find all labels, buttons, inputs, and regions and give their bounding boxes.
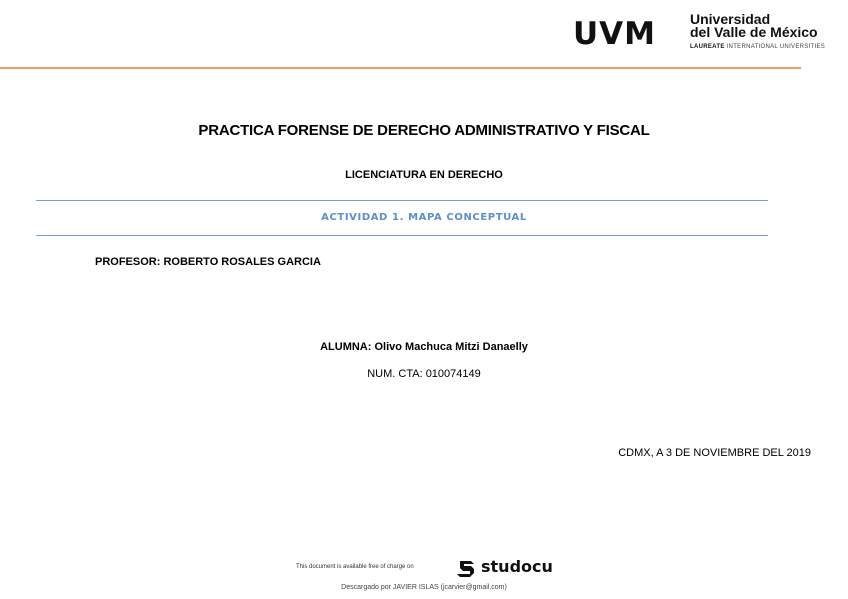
studocu-brand[interactable]: studocu <box>481 557 553 576</box>
activity-heading: ACTIVIDAD 1. MAPA CONCEPTUAL <box>321 212 527 223</box>
logo-line-2: del Valle de México <box>690 24 818 40</box>
footer-availability-text: This document is available free of charge on <box>296 564 414 570</box>
professor-name: PROFESOR: ROBERTO ROSALES GARCIA <box>95 256 321 268</box>
university-logo-text <box>690 13 825 54</box>
logo-laureate: LAUREATE <box>690 44 725 50</box>
document-title: PRACTICA FORENSE DE DERECHO ADMINISTRATIVO Y FISCAL <box>198 122 650 139</box>
document-subtitle: LICENCIATURA EN DERECHO <box>345 169 503 181</box>
logo-line-3 <box>690 41 825 54</box>
activity-top-rule <box>36 200 768 201</box>
logo-line-1: Universidad <box>690 11 771 27</box>
header-divider <box>0 67 801 69</box>
studocu-logo-icon <box>456 557 478 579</box>
logo-international: INTERNATIONAL UNIVERSITIES <box>726 44 826 50</box>
account-number: NUM. CTA: 010074149 <box>367 368 481 380</box>
document-date: CDMX, A 3 DE NOVIEMBRE DEL 2019 <box>618 447 811 459</box>
activity-bottom-rule <box>36 235 768 236</box>
footer-download-text: Descargado por JAVIER ISLAS (jcarvier@gmail.com) <box>341 584 507 591</box>
uvm-logo-mark: UVM <box>573 16 657 52</box>
student-name: ALUMNA: Olivo Machuca Mitzi Danaelly <box>320 341 528 353</box>
